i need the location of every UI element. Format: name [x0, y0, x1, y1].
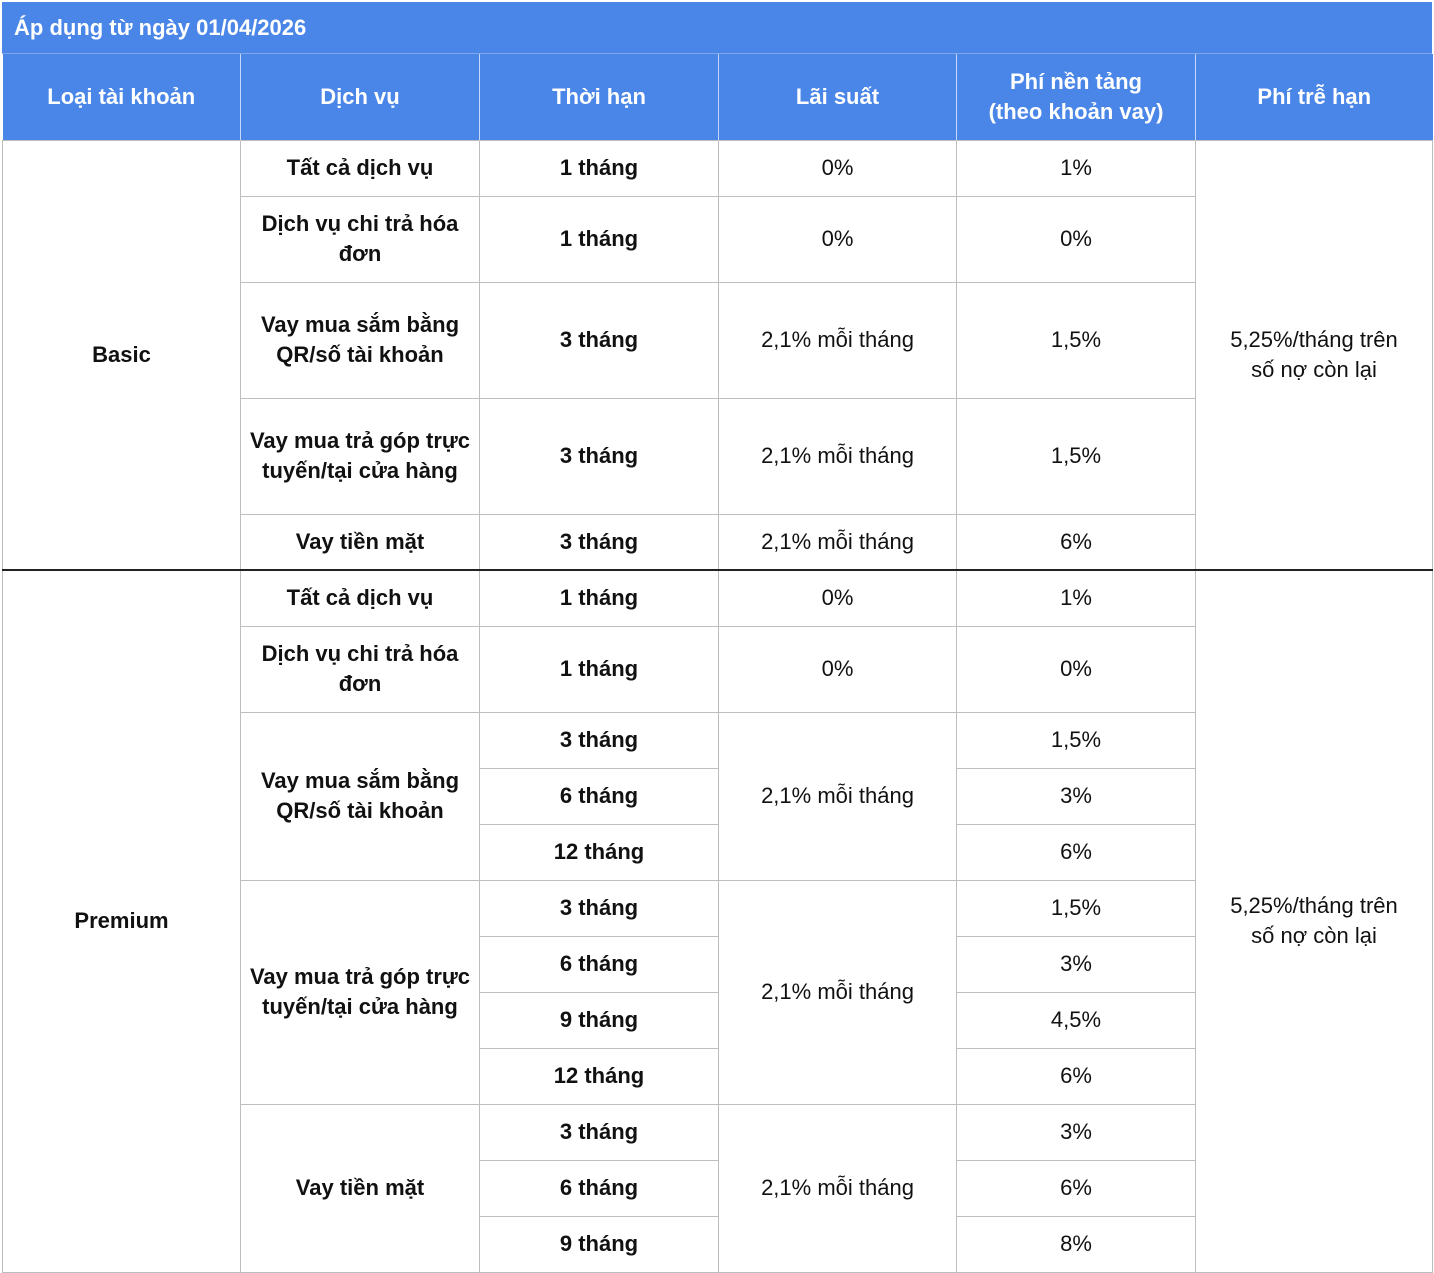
service-cell: Dịch vụ chi trả hóa đơn — [241, 196, 480, 282]
fee-cell: 4,5% — [957, 992, 1196, 1048]
term-cell: 1 tháng — [480, 626, 719, 712]
header-term: Thời hạn — [480, 54, 719, 140]
fee-cell: 3% — [957, 768, 1196, 824]
interest-cell: 2,1% mỗi tháng — [719, 1104, 957, 1272]
service-cell: Vay mua sắm bằng QR/số tài khoản — [241, 282, 480, 398]
header-platform-fee-line2: (theo khoản vay) — [988, 98, 1164, 124]
fee-cell: 1% — [957, 140, 1196, 196]
service-cell: Vay mua trả góp trực tuyến/tại cửa hàng — [241, 398, 480, 514]
table-row — [3, 140, 1433, 196]
term-cell: 6 tháng — [480, 768, 719, 824]
late-fee-premium — [1196, 570, 1433, 1272]
fee-cell: 6% — [957, 824, 1196, 880]
interest-cell: 2,1% mỗi tháng — [719, 712, 957, 880]
service-cell: Tất cả dịch vụ — [241, 570, 480, 626]
fee-cell: 1,5% — [957, 880, 1196, 936]
interest-cell: 2,1% mỗi tháng — [719, 880, 957, 1104]
fee-cell: 6% — [957, 1048, 1196, 1104]
header-row — [3, 54, 1433, 140]
header-account-type: Loại tài khoản — [3, 54, 241, 140]
header-late-fee: Phí trễ hạn — [1196, 54, 1433, 140]
service-cell: Dịch vụ chi trả hóa đơn — [241, 626, 480, 712]
effective-date-caption: Áp dụng từ ngày 01/04/2026 — [2, 2, 1432, 54]
interest-cell: 2,1% mỗi tháng — [719, 514, 957, 570]
term-cell: 12 tháng — [480, 1048, 719, 1104]
service-cell: Vay tiền mặt — [241, 514, 480, 570]
interest-cell: 2,1% mỗi tháng — [719, 282, 957, 398]
term-cell: 1 tháng — [480, 570, 719, 626]
term-cell: 9 tháng — [480, 1216, 719, 1272]
service-cell: Vay tiền mặt — [241, 1104, 480, 1272]
term-cell: 3 tháng — [480, 514, 719, 570]
account-type-premium: Premium — [3, 570, 241, 1272]
table-row — [3, 570, 1433, 626]
late-fee-line1: 5,25%/tháng trên — [1230, 326, 1398, 352]
fee-cell: 1,5% — [957, 282, 1196, 398]
interest-cell: 0% — [719, 196, 957, 282]
interest-cell: 0% — [719, 570, 957, 626]
fee-cell: 0% — [957, 626, 1196, 712]
term-cell: 1 tháng — [480, 196, 719, 282]
term-cell: 3 tháng — [480, 398, 719, 514]
fee-cell: 3% — [957, 936, 1196, 992]
service-cell: Vay mua trả góp trực tuyến/tại cửa hàng — [241, 880, 480, 1104]
fee-cell: 1,5% — [957, 712, 1196, 768]
service-cell: Vay mua sắm bằng QR/số tài khoản — [241, 712, 480, 880]
late-fee-line2: số nợ còn lại — [1251, 923, 1377, 949]
interest-cell: 0% — [719, 626, 957, 712]
term-cell: 6 tháng — [480, 936, 719, 992]
fee-cell: 1,5% — [957, 398, 1196, 514]
fee-cell: 1% — [957, 570, 1196, 626]
header-service: Dịch vụ — [241, 54, 480, 140]
service-cell: Tất cả dịch vụ — [241, 140, 480, 196]
term-cell: 12 tháng — [480, 824, 719, 880]
interest-cell: 2,1% mỗi tháng — [719, 398, 957, 514]
term-cell: 3 tháng — [480, 712, 719, 768]
fee-cell: 3% — [957, 1104, 1196, 1160]
term-cell: 9 tháng — [480, 992, 719, 1048]
header-interest: Lãi suất — [719, 54, 957, 140]
term-cell: 3 tháng — [480, 282, 719, 398]
fee-cell: 8% — [957, 1216, 1196, 1272]
late-fee-line1: 5,25%/tháng trên — [1230, 893, 1398, 919]
interest-cell: 0% — [719, 140, 957, 196]
late-fee-basic — [1196, 140, 1433, 570]
header-platform-fee-line1: Phí nền tảng — [1010, 68, 1142, 94]
pricing-table — [2, 54, 1433, 1273]
term-cell: 6 tháng — [480, 1160, 719, 1216]
pricing-table-container — [2, 2, 1432, 1273]
fee-cell: 6% — [957, 1160, 1196, 1216]
late-fee-line2: số nợ còn lại — [1251, 356, 1377, 382]
term-cell: 3 tháng — [480, 1104, 719, 1160]
term-cell: 1 tháng — [480, 140, 719, 196]
header-platform-fee — [957, 54, 1196, 140]
fee-cell: 6% — [957, 514, 1196, 570]
fee-cell: 0% — [957, 196, 1196, 282]
account-type-basic: Basic — [3, 140, 241, 570]
term-cell: 3 tháng — [480, 880, 719, 936]
